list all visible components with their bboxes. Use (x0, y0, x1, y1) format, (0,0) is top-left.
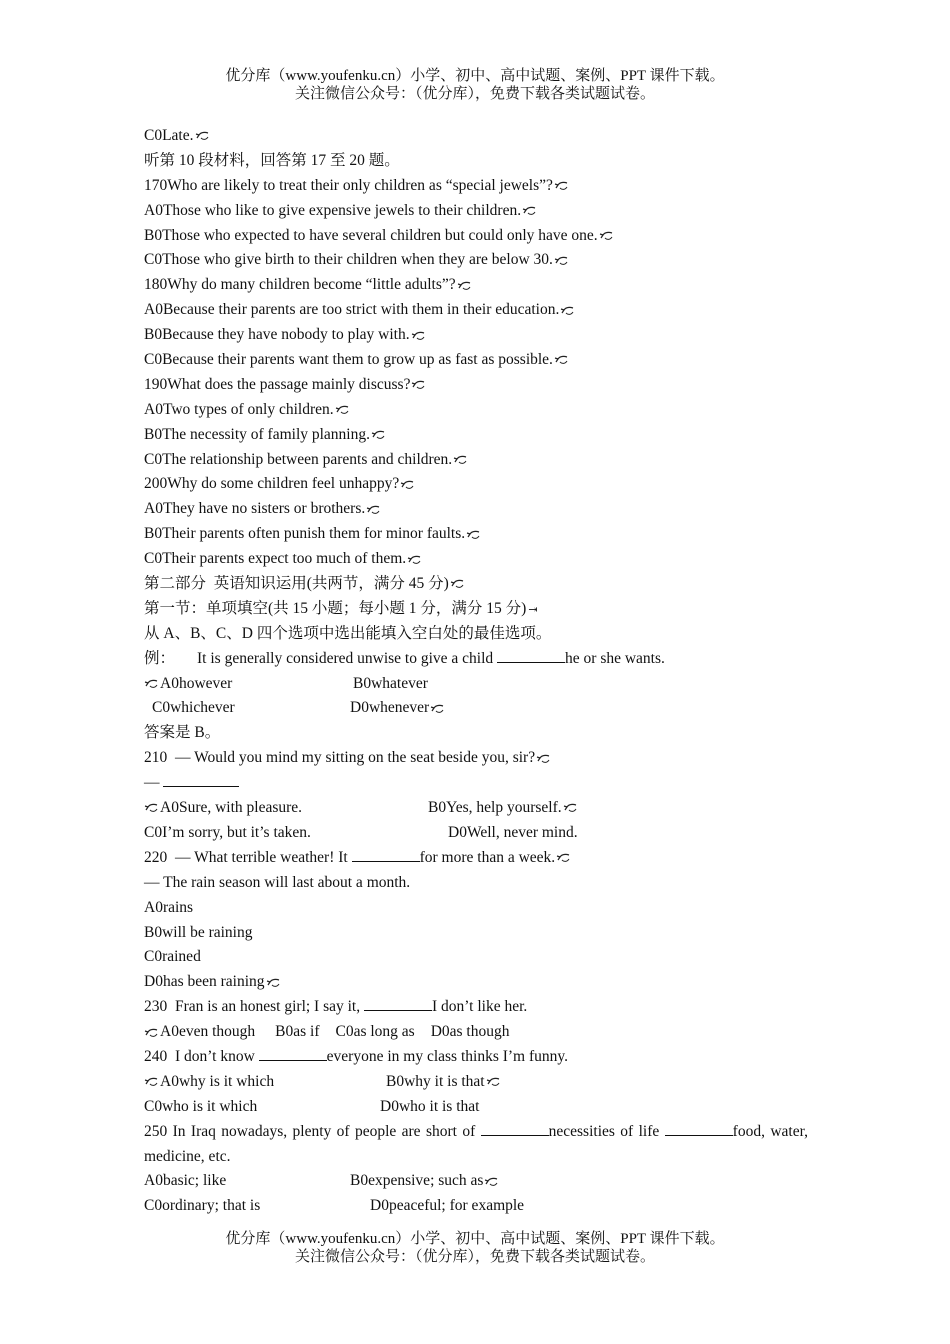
footer-line-1: 优分库（www.youfenku.cn）小学、初中、高中试题、案例、PPT 课件下载。 (225, 1231, 725, 1247)
example-answer: 答案是 B。 (144, 724, 221, 742)
answer-blank (352, 847, 420, 862)
q19-option-b: B0The necessity of family planning. (144, 423, 808, 448)
return-mark-icon (554, 181, 569, 191)
return-mark-icon (366, 505, 381, 515)
return-mark-icon (335, 405, 350, 415)
q17-option-c: C0Those who give birth to their children when they are below 30. (144, 248, 808, 273)
q20-option-c: C0Their parents expect too much of them. (144, 547, 808, 572)
return-mark-icon (144, 1077, 159, 1087)
q18-option-a: A0Because their parents are too strict with them in their education. (144, 298, 808, 323)
return-mark-icon (599, 231, 614, 241)
answer-blank (259, 1046, 327, 1061)
return-mark-icon (536, 754, 551, 764)
section1-title: 第一节：单项填空(共 15 小题；每小题 1 分，满分 15 分) ⇥ (144, 599, 538, 617)
answer-blank (665, 1121, 733, 1136)
return-mark-icon (554, 256, 569, 266)
example-options-ab: A0however B0whatever (144, 672, 808, 697)
q17-option-a: A0Those who like to give expensive jewels to their children. (144, 199, 808, 224)
return-mark-icon (266, 978, 281, 988)
q22-reply: — The rain season will last about a month. (144, 873, 411, 891)
answer-blank (481, 1121, 549, 1136)
q25-stem: 250 In Iraq nowadays, plenty of people are short of necessities of life food, water, medicine, etc. (144, 1122, 809, 1165)
return-mark-icon (430, 704, 445, 714)
header-line-2: 关注微信公众号：（优分库），免费下载各类试题试卷。 (294, 86, 655, 102)
return-mark-icon (484, 1177, 499, 1187)
return-mark-icon (486, 1077, 501, 1087)
q17-stem: 170Who are likely to treat their only children as “special jewels”? (144, 174, 808, 199)
return-mark-icon (450, 579, 465, 589)
return-mark-icon (563, 803, 578, 813)
return-mark-icon (411, 331, 426, 341)
q21-stem: 210 — Would you mind my sitting on the seat beside you, sir? (144, 746, 808, 771)
return-mark-icon (144, 803, 159, 813)
answer-blank (497, 648, 565, 663)
page-footer (0, 1230, 950, 1266)
return-mark-icon (556, 853, 571, 863)
page-header (0, 67, 950, 103)
q21-reply: — (144, 771, 808, 796)
q22-option-a: A0rains (144, 898, 194, 916)
return-mark-icon (144, 1028, 159, 1038)
section10-intro: 听第 10 段材料，回答第 17 至 20 题。 (144, 151, 400, 169)
example-stem: 例： It is generally considered unwise to give a child he or she wants. (144, 649, 665, 667)
q21-options-cd: C0I’m sorry, but it’s taken. D0Well, never mind. (144, 823, 578, 841)
example-options-cd: C0whichever D0whenever (144, 696, 808, 721)
return-mark-icon (371, 430, 386, 440)
q23-options: A0even though B0as if C0as long as D0as though (144, 1020, 808, 1045)
part-two-title: 第二部分 英语知识运用(共两节，满分 45 分) (144, 572, 808, 597)
q20-stem: 200Why do some children feel unhappy? (144, 472, 808, 497)
return-mark-icon (560, 306, 575, 316)
q22-stem: 220 — What terrible weather! It for more than a week. (144, 846, 808, 871)
return-mark-icon (407, 555, 422, 565)
instruction: 从 A、B、C、D 四个选项中选出能填入空白处的最佳选项。 (144, 624, 552, 642)
q24-stem: 240 I don’t know everyone in my class thinks I’m funny. (144, 1047, 569, 1065)
answer-blank (364, 996, 432, 1011)
q24-options-cd: C0who is it which D0who it is that (144, 1097, 480, 1115)
return-mark-icon (453, 455, 468, 465)
q22-option-c: C0rained (144, 948, 201, 966)
return-mark-icon (400, 480, 415, 490)
q18-option-b: B0Because they have nobody to play with. (144, 323, 808, 348)
return-mark-icon (195, 131, 210, 141)
q25-options-cd: C0ordinary; that is D0peaceful; for example (144, 1197, 525, 1215)
q23-stem: 230 Fran is an honest girl; I say it, I don’t like her. (144, 998, 528, 1016)
footer-line-2: 关注微信公众号：（优分库），免费下载各类试题试卷。 (294, 1249, 655, 1265)
document-body (144, 124, 808, 1219)
header-line-1: 优分库（www.youfenku.cn）小学、初中、高中试题、案例、PPT 课件下载。 (225, 68, 725, 84)
q25-options-ab: A0basic; like B0expensive; such as (144, 1169, 808, 1194)
q19-option-a: A0Two types of only children. (144, 398, 808, 423)
q21-options-ab: A0Sure, with pleasure. B0Yes, help yourself. (144, 796, 808, 821)
q20-option-b: B0Their parents often punish them for minor faults. (144, 522, 808, 547)
q18-option-c: C0Because their parents want them to grow up as fast as possible. (144, 348, 808, 373)
q24-options-ab: A0why is it which B0why it is that (144, 1070, 808, 1095)
q22-option-d: D0has been raining (144, 970, 808, 995)
return-mark-icon (144, 679, 159, 689)
answer-blank (163, 772, 239, 787)
return-mark-icon (554, 355, 569, 365)
q18-stem: 180Why do many children become “little adults”? (144, 273, 808, 298)
return-mark-icon (411, 380, 426, 390)
q17-option-b: B0Those who expected to have several children but could only have one. (144, 224, 808, 249)
q19-stem: 190What does the passage mainly discuss? (144, 373, 808, 398)
paragraph-mark-icon: ⇥ (528, 603, 538, 616)
q19-option-c: C0The relationship between parents and children. (144, 448, 808, 473)
return-mark-icon (457, 281, 472, 291)
q22-option-b: B0will be raining (144, 923, 253, 941)
q20-option-a: A0They have no sisters or brothers. (144, 497, 808, 522)
prev-option-c: C0Late. (144, 124, 808, 149)
return-mark-icon (522, 206, 537, 216)
return-mark-icon (466, 530, 481, 540)
